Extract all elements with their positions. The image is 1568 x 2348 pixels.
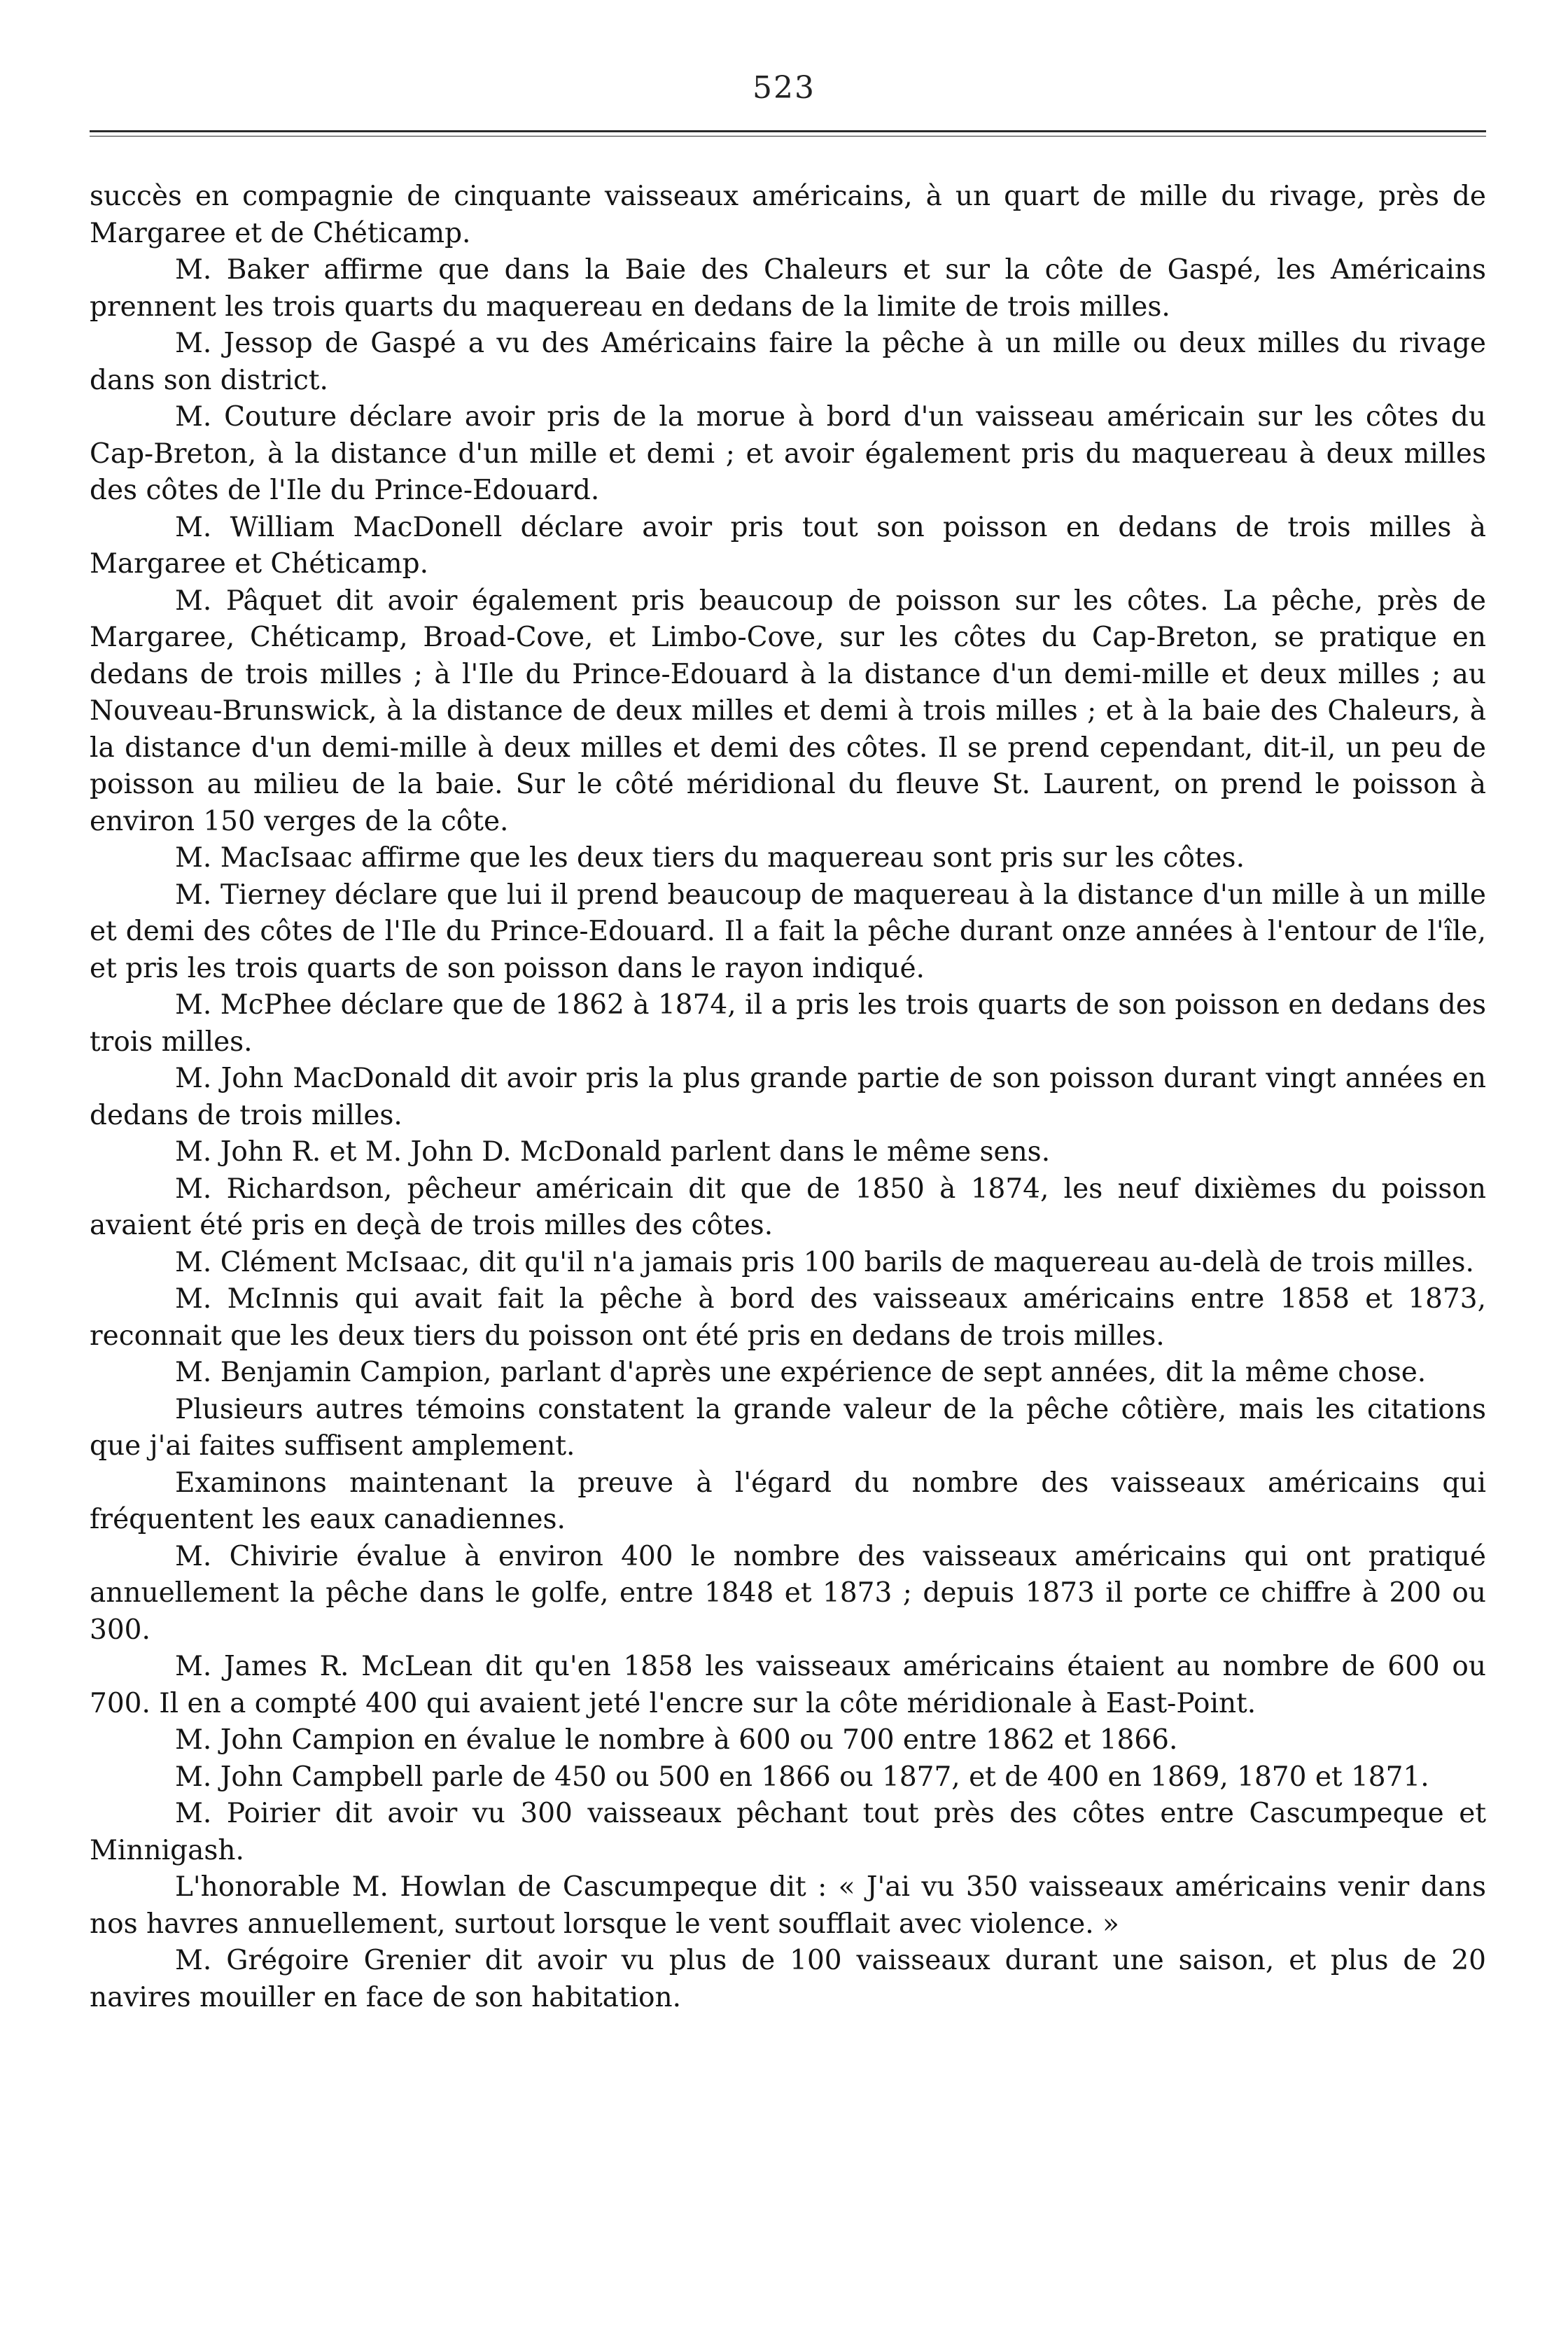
header-rule-thin [90,136,1486,137]
paragraph: M. John R. et M. John D. McDonald parlent dans le même sens. [175,1136,1051,1168]
paragraph: M. John Campion en évalue le nombre à 600 ou 700 entre 1862 et 1866. [175,1724,1178,1756]
paragraph: M. Benjamin Campion, parlant d'après une expérience de sept années, dit la même chose. [175,1357,1427,1388]
paragraph: succès en compagnie de cinquante vaisseaux américains, à un quart de mille du rivage, près de Margaree et de Chéticamp. [90,181,1486,249]
paragraph: M. Poirier dit avoir vu 300 vaisseaux pêchant tout près des côtes entre Cascumpeque et Minnigash. [90,1798,1486,1866]
header-rule [90,130,1486,132]
paragraph: M. Jessop de Gaspé a vu des Américains faire la pêche à un mille ou deux milles du rivage dans son district. [90,328,1486,396]
paragraph: L'honorable M. Howlan de Cascumpeque dit : « J'ai vu 350 vaisseaux américains venir dans nos havres annuellement, surtout lorsque le vent soufflait avec violence. » [90,1871,1486,1940]
paragraph: M. Couture déclare avoir pris de la morue à bord d'un vaisseau américain sur les côtes du Cap-Breton, à la distance d'un mille et demi ; et avoir également pris du maquereau à deux milles des côtes de l'Ile du Prince-Edouard. [90,401,1486,506]
paragraph: M. William MacDonell déclare avoir pris tout son poisson en dedans de trois milles à Margaree et Chéticamp. [90,511,1486,580]
paragraph: M. Pâquet dit avoir également pris beaucoup de poisson sur les côtes. La pêche, près de Margaree, Chéticamp, Broad-Cove, et Limbo-Cove, sur les côtes du Cap-Breton, se pratique en dedans de trois milles ; à l'Ile du Prince-Edouard à la distance d'un demi-mille et deux milles ; au Nouveau-Brunswick, à la distance de deux milles et demi à trois milles ; et à la baie des Chaleurs, à la distance d'un demi-mille à deux milles et demi des côtes. Il se prend cependant, dit-il, un peu de poisson au milieu de la baie. Sur le côté méridional du fleuve St. Laurent, on prend le poisson à environ 150 verges de la côte. [90,585,1486,837]
paragraph: Plusieurs autres témoins constatent la grande valeur de la pêche côtière, mais les citations que j'ai faites suffisent amplement. [90,1393,1486,1462]
paragraph: M. James R. McLean dit qu'en 1858 les vaisseaux américains étaient au nombre de 600 ou 700. Il en a compté 400 qui avaient jeté l'encre sur la côte méridionale à East-Point. [90,1651,1486,1719]
paragraph: Examinons maintenant la preuve à l'égard du nombre des vaisseaux américains qui fréquentent les eaux canadiennes. [90,1467,1486,1535]
paragraph: M. Baker affirme que dans la Baie des Chaleurs et sur la côte de Gaspé, les Américains prennent les trois quarts du maquereau en dedans de la limite de trois milles. [90,254,1486,323]
paragraph: M. Richardson, pêcheur américain dit que de 1850 à 1874, les neuf dixièmes du poisson avaient été pris en deçà de trois milles des côtes. [90,1173,1486,1241]
page-number: 523 [752,70,816,106]
body-text [90,179,1486,2016]
paragraph: M. McInnis qui avait fait la pêche à bord des vaisseaux américains entre 1858 et 1873, reconnait que les deux tiers du poisson ont été pris en dedans de trois milles. [90,1283,1486,1352]
paragraph: M. Clément McIsaac, dit qu'il n'a jamais pris 100 barils de maquereau au-delà de trois milles. [175,1246,1474,1278]
paragraph: M. McPhee déclare que de 1862 à 1874, il a pris les trois quarts de son poisson en dedans des trois milles. [90,989,1486,1058]
paragraph: M. MacIsaac affirme que les deux tiers du maquereau sont pris sur les côtes. [175,842,1245,874]
paragraph: M. John MacDonald dit avoir pris la plus grande partie de son poisson durant vingt années en dedans de trois milles. [90,1063,1486,1131]
paragraph: M. Chivirie évalue à environ 400 le nombre des vaisseaux américains qui ont pratiqué annuellement la pêche dans le golfe, entre 1848 et 1873 ; depuis 1873 il porte ce chiffre à 200 ou 300. [90,1540,1486,1646]
paragraph: M. John Campbell parle de 450 ou 500 en 1866 ou 1877, et de 400 en 1869, 1870 et 1871. [175,1761,1429,1793]
paragraph: M. Tierney déclare que lui il prend beaucoup de maquereau à la distance d'un mille à un mille et demi des côtes de l'Ile du Prince-Edouard. Il a fait la pêche durant onze années à l'entour de l'île, et pris les trois quarts de son poisson dans le rayon indiqué. [90,879,1486,984]
paragraph: M. Grégoire Grenier dit avoir vu plus de 100 vaisseaux durant une saison, et plus de 20 navires mouiller en face de son habitation. [90,1945,1486,2013]
